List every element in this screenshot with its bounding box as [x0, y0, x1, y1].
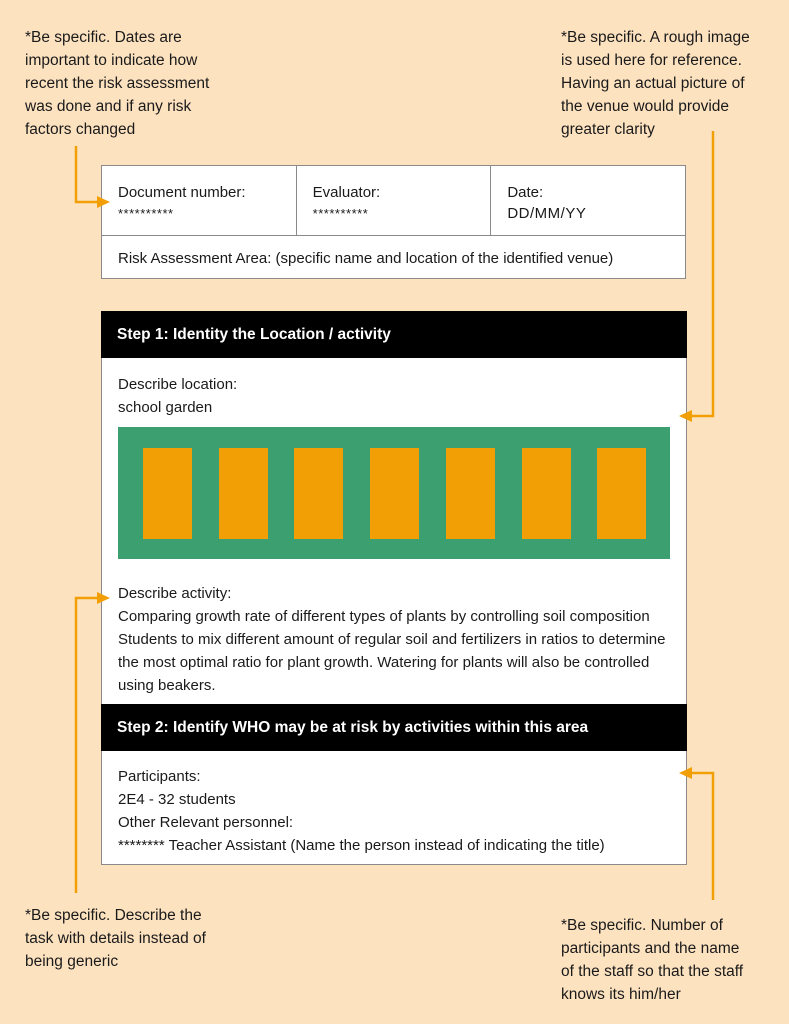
- document-number-label: Document number:: [118, 184, 246, 201]
- document-number-value: **********: [118, 206, 174, 221]
- participants-value: 2E4 - 32 students: [118, 791, 236, 808]
- arrow-venue-head: [679, 410, 692, 422]
- other-personnel-value: ******** Teacher Assistant (Name the person instead of indicating the title): [118, 837, 605, 854]
- arrow-dates-line: [76, 146, 100, 202]
- arrow-participants-head: [679, 767, 692, 779]
- arrow-venue-line: [688, 131, 713, 416]
- note-participants: *Be specific. Number of participants and the name of the staff so that the staff knows its him/her: [561, 917, 744, 1003]
- note-venue-image: *Be specific. A rough image is used here for reference. Having an actual picture of the venue would provide greater clarity: [561, 29, 750, 138]
- step1-title: Step 1: Identity the Location / activity: [101, 311, 687, 358]
- step2-title: Step 2: Identify WHO may be at risk by activities within this area: [101, 704, 687, 751]
- risk-assessment-area: Risk Assessment Area: (specific name and location of the identified venue): [118, 250, 614, 267]
- note-task-details: *Be specific. Describe the task with details instead of being generic: [25, 907, 206, 970]
- arrow-task-line: [76, 598, 100, 893]
- location-value: school garden: [118, 399, 213, 416]
- activity-value: Comparing growth rate of different types of plants by controlling soil composition Students to mix different amount of regular soil and fertilizers in ratios to determine the most optimal ratio for plant growth. Watering for plants will also be controlled using beakers.: [118, 608, 666, 694]
- date-label: Date:: [507, 184, 544, 201]
- activity-label: Describe activity:: [118, 585, 232, 602]
- arrow-dates-head: [97, 196, 110, 208]
- location-label: Describe location:: [118, 376, 238, 393]
- evaluator-value: **********: [312, 206, 369, 221]
- note-dates: *Be specific. Dates are important to indicate how recent the risk assessment was done and if any risk factors changed: [25, 29, 210, 138]
- evaluator-label: Evaluator:: [312, 184, 381, 201]
- arrow-participants-line: [688, 773, 713, 900]
- other-personnel-label: Other Relevant personnel:: [118, 814, 294, 831]
- date-value: DD/MM/YY: [507, 205, 587, 222]
- participants-label: Participants:: [118, 768, 201, 785]
- arrow-task-head: [97, 592, 110, 604]
